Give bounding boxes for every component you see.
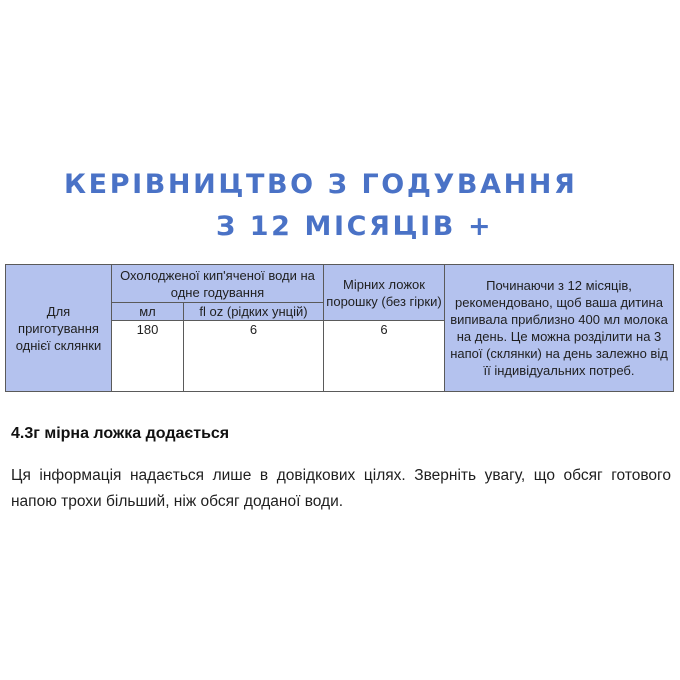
unit-ml-header: мл bbox=[112, 303, 184, 321]
page-title-line-1: КЕРІВНИЦТВО З ГОДУВАННЯ bbox=[64, 169, 578, 200]
scoops-header: Мірних ложок порошку (без гірки) bbox=[324, 265, 445, 321]
daily-intake-note: Починаючи з 12 місяців, рекомендовано, щоб ваша дитина випивала приблизно 400 мл молока на день. Це можна розділити на 3 напої (склянки) на день залежно від її індивідуальних потреб. bbox=[445, 265, 674, 392]
feeding-table bbox=[5, 264, 674, 392]
scoop-included-note: 4.3г мірна ложка додається bbox=[11, 425, 230, 442]
water-header: Охолодженої кип'яченої води на одне годування bbox=[112, 265, 324, 303]
value-floz: 6 bbox=[184, 321, 324, 392]
value-scoops: 6 bbox=[324, 321, 445, 392]
unit-floz-header: fl oz (рідких унцій) bbox=[184, 303, 324, 321]
page-title-line-2: З 12 МІСЯЦІВ + bbox=[216, 211, 494, 242]
row-header-per-glass: Для приготування однієї склянки bbox=[6, 265, 112, 392]
value-ml: 180 bbox=[112, 321, 184, 392]
reference-info-paragraph: Ця інформація надається лише в довідкових цілях. Зверніть увагу, що обсяг готового напою трохи більший, ніж обсяг доданої води. bbox=[11, 467, 671, 510]
